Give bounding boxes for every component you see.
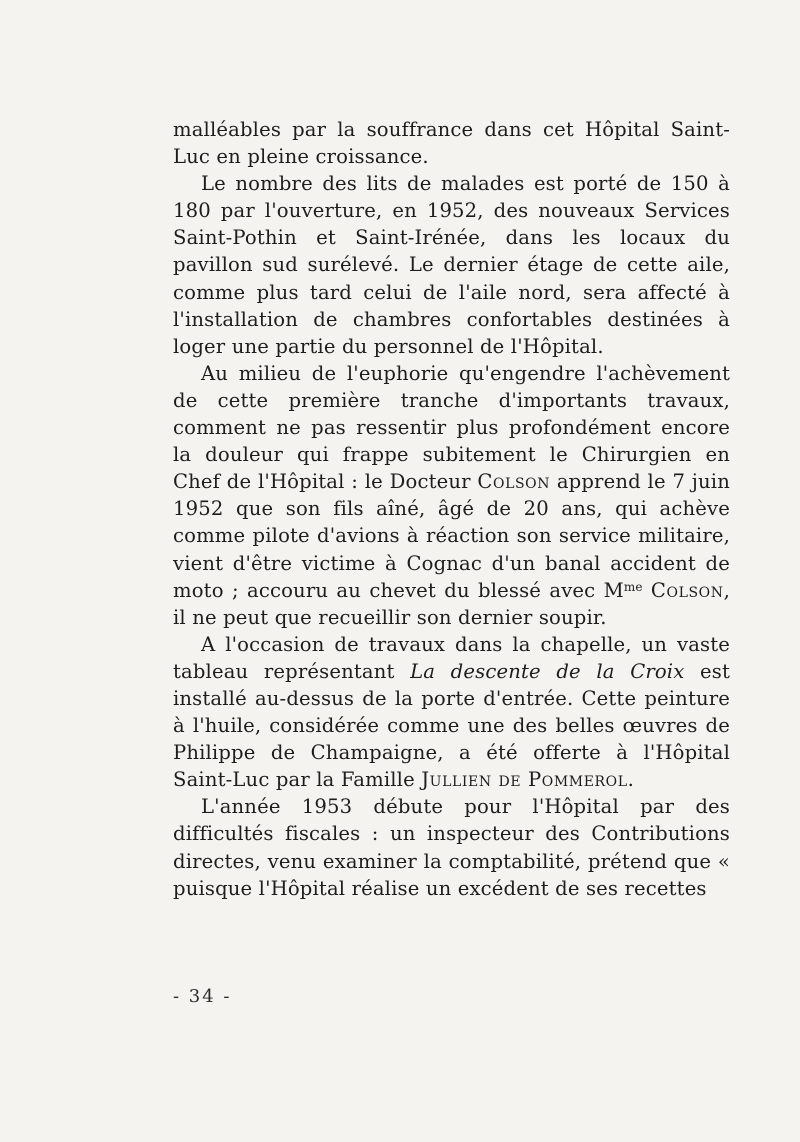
paragraph-hospital-beds bbox=[173, 170, 730, 360]
paragraph-3-part-2: apprend le 7 juin 1952 que son fils aîné, âgé de 20 ans, qui achève comme pilote d'avions à réaction son service militaire, vient d'être victime à Cognac d'un banal accident de moto ; accouru au chevet du blessé avec M bbox=[173, 470, 730, 602]
paragraph-doctor-colson bbox=[173, 360, 730, 631]
paragraph-5-text: L'année 1953 débute pour l'Hôpital par des difficultés fiscales : un inspecteur des Contributions directes, venu examiner la comptabilité, prétend que « puisque l'Hôpital réalise un excédent de ses recettes bbox=[173, 795, 730, 900]
paragraph-4-part-2: est installé au-dessus de la porte d'entrée. Cette peinture à l'huile, considérée comme une des belles œuvres de Philippe de Champaigne, a été offerte à l'Hôpital Saint-Luc par la Famille bbox=[173, 659, 731, 792]
person-name-colson: Colson bbox=[477, 470, 551, 494]
paragraph-3-part-3 bbox=[643, 579, 651, 602]
paragraph-4-part-1: A l'occasion de travaux dans la chapelle, un vaste tableau représentant bbox=[173, 632, 730, 683]
paragraph-3-part-1: Au milieu de l'euphorie qu'engendre l'achèvement de cette première tranche d'importants travaux, comment ne pas ressentir plus profondément encore la douleur qui frappe subitement le Chirurgien en Chef de l'Hôpital : le Docteur bbox=[173, 361, 730, 494]
paragraph-1-text: malléables par la souffrance dans cet Hôpital Saint-Luc en pleine croissance. bbox=[173, 118, 730, 169]
person-name-colson-2: Colson bbox=[650, 578, 724, 602]
paragraph-painting bbox=[173, 631, 730, 794]
family-name: Jullien de Pommerol bbox=[421, 768, 628, 792]
title-superscript: me bbox=[623, 579, 643, 594]
paragraph-2-text: Le nombre des lits de malades est porté de 150 à 180 par l'ouverture, en 1952, des nouveaux Services Saint-Pothin et Saint-Irénée, dans les locaux du pavillon sud surélevé. Le dernier étage de cette aile, comme plus tard celui de l'aile nord, sera affecté à l'installation de chambres confortables destinées à loger une partie du personnel de l'Hôpital. bbox=[173, 172, 730, 358]
body-text bbox=[173, 116, 730, 902]
paragraph-continuation bbox=[173, 116, 730, 170]
paragraph-year-1953 bbox=[173, 793, 730, 901]
page-number: - 34 - bbox=[173, 986, 232, 1007]
paragraph-4-part-3: . bbox=[627, 768, 635, 792]
painting-title: La descente de la Croix bbox=[410, 659, 685, 683]
paragraph-3-part-4: , il ne peut que recueillir son dernier soupir. bbox=[173, 578, 730, 629]
